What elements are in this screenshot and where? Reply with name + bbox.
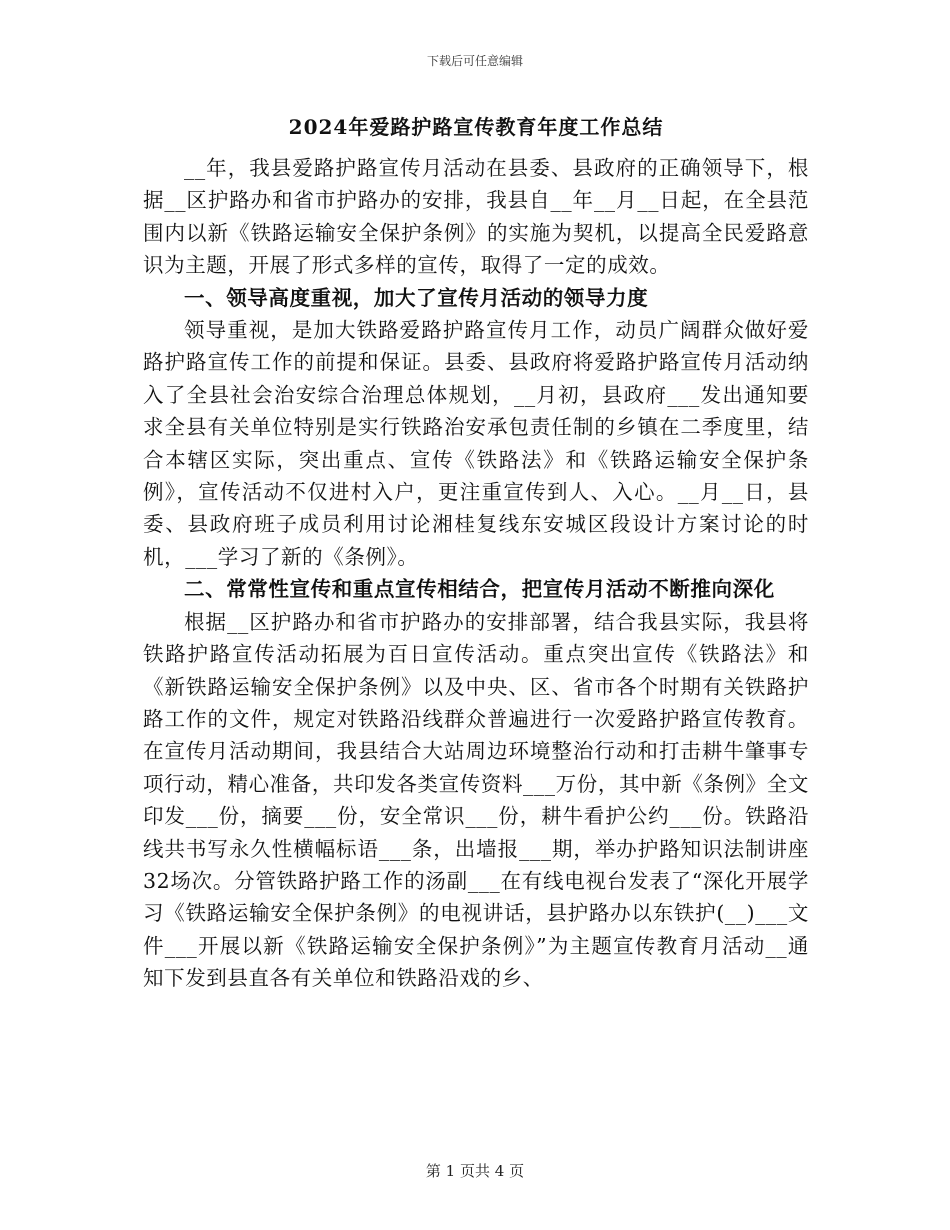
section-heading-2: 二、常常性宣传和重点宣传相结合，把宣传月活动不断推向深化 <box>184 577 775 602</box>
paragraph-section-2: 根据__区护路办和省市护路办的安排部署，结合我县实际，我县将铁路护路宣传活动拓展为百日宣传活动。重点突出宣传《铁路法》和《新铁路运输安全保护条例》以及中央、区、省市各个时期有关铁路护路工作的文件，规定对铁路沿线群众普遍进行一次爱路护路宣传教育。在宣传月活动期间，我县结合大站周边环境整治行动和打击耕牛肇事专项行动，精心准备，共印发各类宣传资料___万份，其中新《条例》全文印发___份，摘要___份，安全常识___份，耕牛看护公约___份。铁路沿线共书写永久性横幅标语___条，出墙报___期，举办护路知识法制讲座32场次。分管铁路护路工作的汤副___在有线电视台发表了“深化开展学习《铁路运输安全保护条例》的电视讲话，县护路办以东铁护(__)___文件___开展以新《铁路运输安全保护条例》”为主题宣传教育月活动__通知下发到县直各有关单位和铁路沿戏的乡、 <box>143 609 809 991</box>
paragraph-intro: __年，我县爱路护路宣传月活动在县委、县政府的正确领导下，根据__区护路办和省市护路办的安排，我县自__年__月__日起，在全县范围内以新《铁路运输安全保护条例》的实施为契机，以提高全民爱路意识为主题，开展了形式多样的宣传，取得了一定的成效。 <box>143 156 809 278</box>
section-heading-1: 一、领导高度重视，加大了宣传月活动的领导力度 <box>184 285 649 310</box>
document-title: 2024年爱路护路宣传教育年度工作总结 <box>288 115 664 139</box>
document-body <box>143 110 809 995</box>
page-number: 第 1 页共 4 页 <box>425 1162 525 1180</box>
page-header-note: 下载后可任意编辑 <box>426 54 523 68</box>
paragraph-section-1: 领导重视，是加大铁路爱路护路宣传月工作，动员广阔群众做好爱路护路宣传工作的前提和保证。县委、县政府将爱路护路宣传月活动纳入了全县社会治安综合治理总体规划，__月初，县政府___发出通知要求全县有关单位特别是实行铁路治安承包责任制的乡镇在二季度里，结合本辖区实际，突出重点、宣传《铁路法》和《铁路运输安全保护条例》，宣传活动不仅进村入户，更注重宣传到人、入心。__月__日，县委、县政府班子成员利用讨论湘桂复线东安城区段设计方案讨论的时机，___学习了新的《条例》。 <box>143 318 809 569</box>
